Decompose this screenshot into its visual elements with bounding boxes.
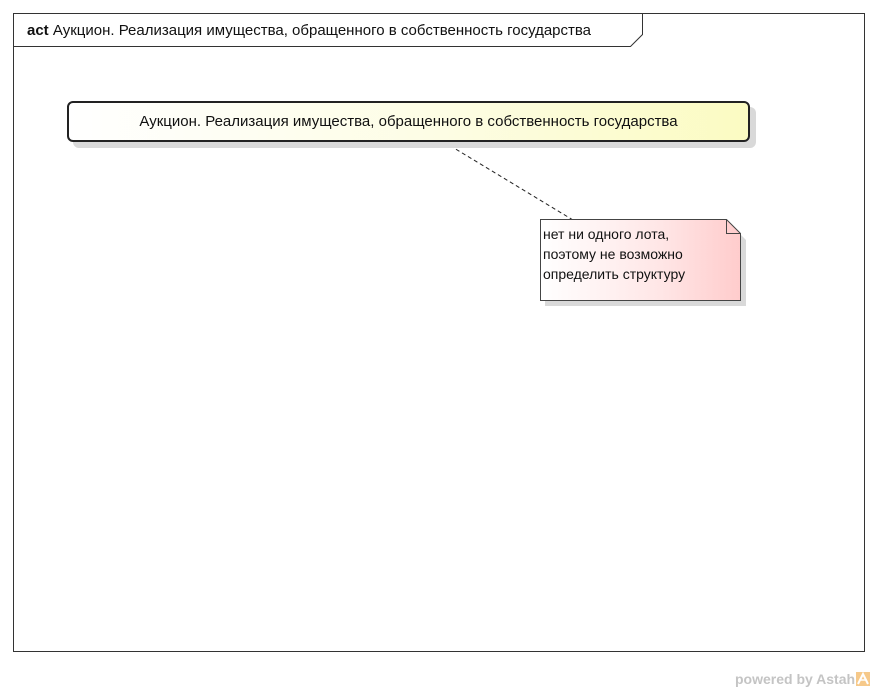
note-connector <box>444 142 573 220</box>
note-text[interactable] <box>543 224 723 284</box>
powered-by-text: powered by Astah <box>735 671 856 687</box>
activity-node[interactable] <box>67 101 750 142</box>
activity-label: Аукцион. Реализация имущества, обращенного в собственность государства <box>139 113 678 130</box>
astah-logo-icon <box>856 672 870 686</box>
note-line: поэтому не возможно <box>543 246 683 262</box>
powered-by-footer <box>735 671 870 687</box>
frame-kind-keyword: act <box>27 22 49 39</box>
frame-title <box>27 22 591 39</box>
note-line: нет ни одного лота, <box>543 226 670 242</box>
note-line: определить структуру <box>543 266 686 282</box>
frame-title-text: Аукцион. Реализация имущества, обращенного в собственность государства <box>52 22 592 39</box>
